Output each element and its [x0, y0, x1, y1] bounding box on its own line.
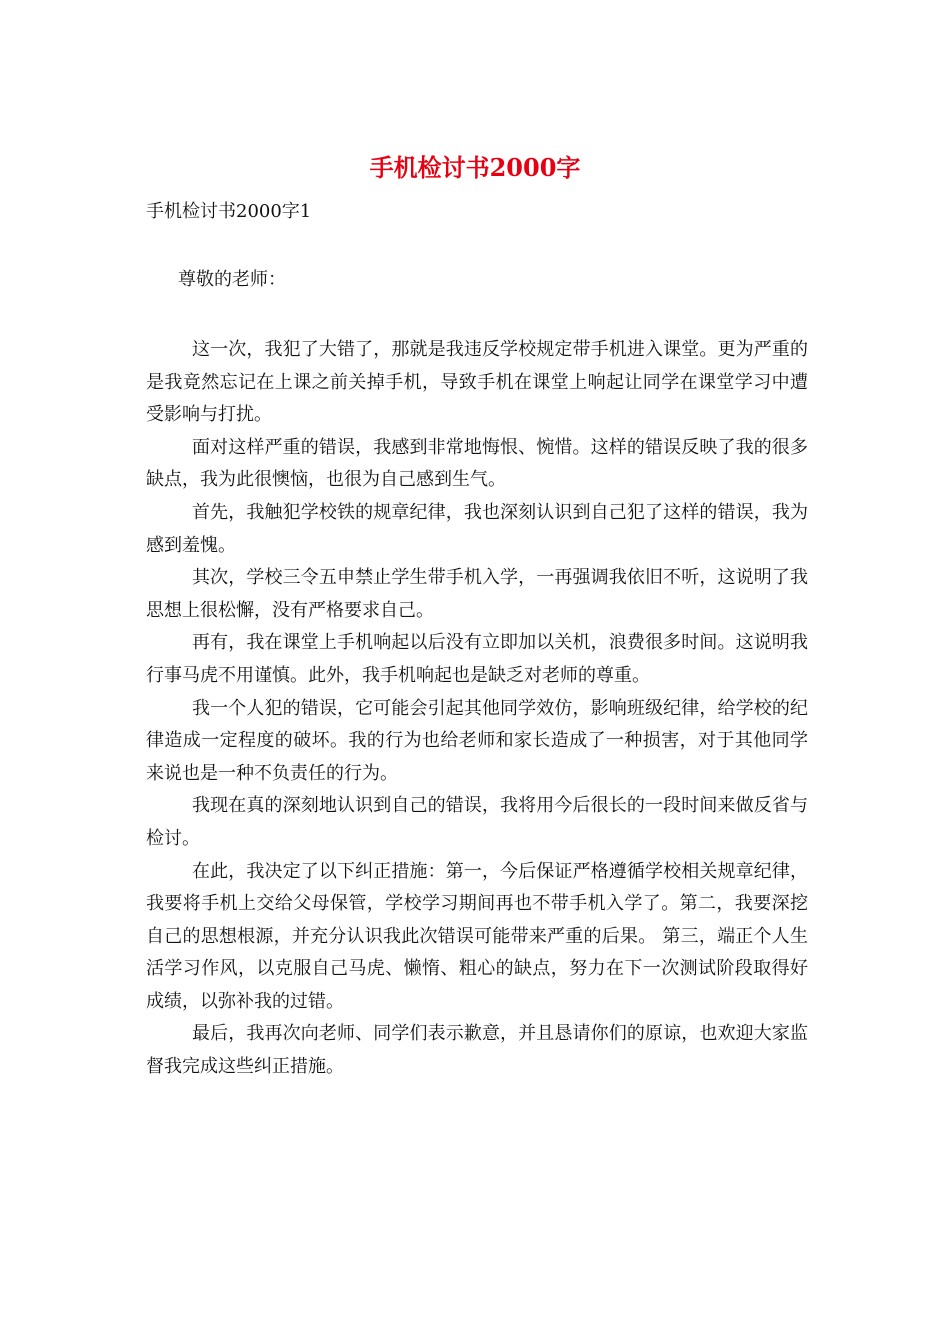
salutation: 尊敬的老师：: [178, 269, 286, 290]
paragraph: 我现在真的深刻地认识到自己的错误，我将用今后很长的一段时间来做反省与检讨。: [146, 795, 808, 849]
paragraph: 面对这样严重的错误，我感到非常地悔恨、惋惜。这样的错误反映了我的很多缺点，我为此很懊恼，也很为自己感到生气。: [146, 436, 808, 491]
document-subtitle: 手机检讨书2000字1: [146, 201, 312, 222]
paragraph: 其次，学校三令五申禁止学生带手机入学，一再强调我依旧不听，这说明了我思想上很松懈，没有严格要求自己。: [146, 567, 808, 621]
paragraph: 我一个人犯的错误，它可能会引起其他同学效仿，影响班级纪律，给学校的纪律造成一定程度的破坏。我的行为也给老师和家长造成了一种损害，对于其他同学来说也是一种不负责任的行为。: [146, 697, 808, 784]
paragraph: 首先，我触犯学校铁的规章纪律，我也深刻认识到自己犯了这样的错误，我为感到羞愧。: [146, 501, 808, 556]
document-title: 手机检讨书2000字: [369, 153, 581, 182]
document-body: [146, 334, 808, 1084]
paragraph: 最后，我再次向老师、同学们表示歉意，并且恳请你们的原谅，也欢迎大家监督我完成这些纠正措施。: [146, 1023, 808, 1078]
paragraph: 再有，我在课堂上手机响起以后没有立即加以关机，浪费很多时间。这说明我行事马虎不用谨慎。此外，我手机响起也是缺乏对老师的尊重。: [146, 632, 808, 686]
paragraph: 这一次，我犯了大错了，那就是我违反学校规定带手机进入课堂。更为严重的是我竟然忘记在上课之前关掉手机，导致手机在课堂上响起让同学在课堂学习中遭受影响与打扰。: [146, 339, 808, 426]
paragraph: 在此，我决定了以下纠正措施：第一，今后保证严格遵循学校相关规章纪律，我要将手机上交给父母保管，学校学习期间再也不带手机入学了。第二，我要深挖自己的思想根源，并充分认识我此次错误可能带来严重的后果。 第三，端正个人生活学习作风，以克服自己马虎、懒惰、粗心的缺点，努力在下一次测试阶段取得好成绩，以弥补我的过错。: [146, 860, 808, 1012]
